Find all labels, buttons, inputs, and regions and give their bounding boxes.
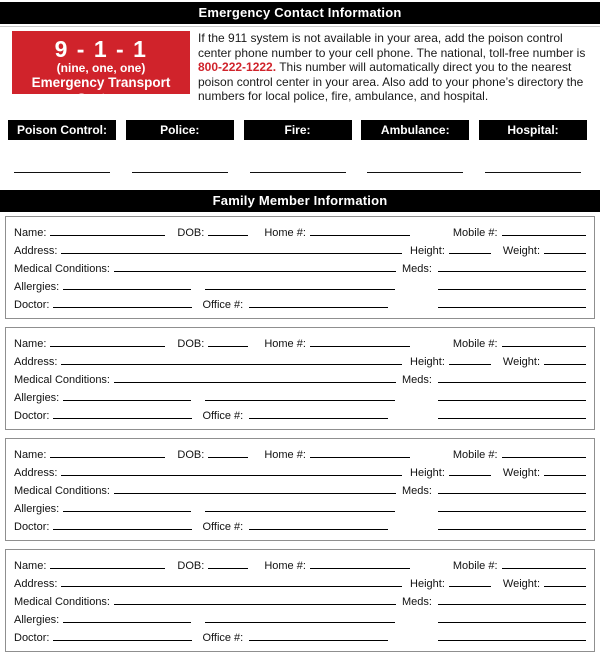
office-phone-input-line[interactable] (249, 295, 388, 308)
weight-input-line[interactable] (544, 352, 586, 365)
name-label: Name: (14, 337, 47, 350)
office-phone-label: Office #: (202, 520, 244, 533)
name-input-line[interactable] (50, 556, 165, 569)
name-label: Name: (14, 559, 47, 572)
doctor-input-line[interactable] (53, 628, 192, 641)
office-phone-input-line[interactable] (249, 406, 388, 419)
allergies-input-line[interactable] (63, 499, 191, 512)
meds-continuation-line[interactable] (438, 388, 586, 401)
address-input-line[interactable] (61, 241, 402, 254)
allergies-input-line[interactable] (63, 388, 191, 401)
home-phone-label: Home #: (264, 559, 306, 572)
poison-control-note (198, 31, 596, 104)
dob-label: DOB: (177, 337, 205, 350)
intro-section (12, 31, 596, 104)
emergency-contact-labels-row (8, 120, 587, 140)
poison-control-phone-number: 800-222-1222. (198, 60, 277, 75)
family-member-card (5, 549, 595, 652)
meds-continuation-line-2[interactable] (438, 628, 586, 641)
member-row-1 (14, 445, 586, 463)
weight-input-line[interactable] (544, 241, 586, 254)
member-row-5 (14, 295, 586, 313)
dob-label: DOB: (177, 448, 205, 461)
height-input-line[interactable] (449, 352, 491, 365)
medical-conditions-label: Medical Conditions: (14, 373, 110, 386)
911-pronunciation: (nine, one, one) (56, 61, 146, 75)
medical-conditions-input-line[interactable] (114, 592, 396, 605)
member-row-3 (14, 259, 586, 277)
medical-conditions-label: Medical Conditions: (14, 595, 110, 608)
allergies-input-line[interactable] (63, 610, 191, 623)
allergies-input-line[interactable] (63, 277, 191, 290)
name-label: Name: (14, 448, 47, 461)
member-row-5 (14, 406, 586, 424)
home-phone-label: Home #: (264, 226, 306, 239)
hospital-label: Hospital: (479, 120, 587, 140)
police-input-line[interactable] (132, 159, 228, 173)
doctor-label: Doctor: (14, 298, 50, 311)
home-phone-label: Home #: (264, 337, 306, 350)
member-row-2 (14, 463, 586, 481)
medical-conditions-input-line[interactable] (114, 481, 396, 494)
medical-conditions-label: Medical Conditions: (14, 262, 110, 275)
height-input-line[interactable] (449, 574, 491, 587)
height-input-line[interactable] (449, 241, 491, 254)
ambulance-cell (361, 159, 469, 173)
height-label: Height: (410, 244, 445, 257)
hospital-cell (479, 159, 587, 173)
911-caption: Emergency Transport System (31, 75, 171, 106)
dob-input-line[interactable] (208, 556, 248, 569)
height-input-line[interactable] (449, 463, 491, 476)
911-badge (12, 31, 190, 106)
member-row-4 (14, 499, 586, 517)
meds-label: Meds: (402, 262, 432, 275)
name-input-line[interactable] (50, 334, 165, 347)
family-members (5, 216, 595, 652)
meds-continuation-line[interactable] (438, 277, 586, 290)
allergies-continuation-line[interactable] (205, 277, 395, 290)
address-input-line[interactable] (61, 463, 402, 476)
fire-cell (244, 159, 352, 173)
name-input-line[interactable] (50, 223, 165, 236)
doctor-label: Doctor: (14, 631, 50, 644)
weight-label: Weight: (502, 244, 540, 257)
poison-control-cell (8, 159, 116, 173)
member-row-4 (14, 610, 586, 628)
ambulance-label: Ambulance: (361, 120, 469, 140)
meds-continuation-line[interactable] (438, 610, 586, 623)
doctor-input-line[interactable] (53, 517, 192, 530)
meds-input-line[interactable] (438, 592, 586, 605)
meds-continuation-line-2[interactable] (438, 406, 586, 419)
allergies-label: Allergies: (14, 613, 60, 626)
mobile-phone-label: Mobile #: (452, 337, 498, 350)
header-divider (0, 26, 600, 27)
address-input-line[interactable] (61, 352, 402, 365)
meds-continuation-line-2[interactable] (438, 295, 586, 308)
member-row-4 (14, 277, 586, 295)
doctor-input-line[interactable] (53, 406, 192, 419)
member-row-5 (14, 517, 586, 535)
weight-input-line[interactable] (544, 574, 586, 587)
dob-label: DOB: (177, 226, 205, 239)
home-phone-input-line[interactable] (310, 556, 410, 569)
fire-label: Fire: (244, 120, 352, 140)
doctor-input-line[interactable] (53, 295, 192, 308)
dob-input-line[interactable] (208, 223, 248, 236)
home-phone-label: Home #: (264, 448, 306, 461)
member-row-1 (14, 334, 586, 352)
member-row-3 (14, 481, 586, 499)
allergies-continuation-line[interactable] (205, 388, 395, 401)
police-label: Police: (126, 120, 234, 140)
note-text-after: This number will automatically direct you to the nearest poison control center in your area. Also add to your phone’s directory the numbers for local police, fire, ambulance, and hospital. (198, 60, 584, 104)
dob-input-line[interactable] (208, 334, 248, 347)
doctor-label: Doctor: (14, 520, 50, 533)
address-label: Address: (14, 577, 58, 590)
address-label: Address: (14, 355, 58, 368)
height-label: Height: (410, 577, 445, 590)
hospital-input-line[interactable] (485, 159, 581, 173)
note-text-before: If the 911 system is not available in your area, add the poison control center phone number to your cell phone. The national, toll-free number is (198, 31, 586, 60)
fire-input-line[interactable] (250, 159, 346, 173)
weight-label: Weight: (502, 466, 540, 479)
family-section-header: Family Member Information (0, 190, 600, 212)
emergency-contact-fill-row (8, 159, 587, 173)
mobile-phone-input-line[interactable] (502, 556, 586, 569)
member-row-5 (14, 628, 586, 646)
address-input-line[interactable] (61, 574, 402, 587)
member-row-2 (14, 352, 586, 370)
poison-control-label: Poison Control: (8, 120, 116, 140)
office-phone-label: Office #: (202, 409, 244, 422)
mobile-phone-input-line[interactable] (502, 223, 586, 236)
weight-label: Weight: (502, 355, 540, 368)
meds-label: Meds: (402, 484, 432, 497)
mobile-phone-label: Mobile #: (452, 559, 498, 572)
medical-conditions-input-line[interactable] (114, 259, 396, 272)
office-phone-label: Office #: (202, 298, 244, 311)
meds-input-line[interactable] (438, 481, 586, 494)
dob-input-line[interactable] (208, 445, 248, 458)
office-phone-input-line[interactable] (249, 628, 388, 641)
name-label: Name: (14, 226, 47, 239)
meds-label: Meds: (402, 373, 432, 386)
height-label: Height: (410, 466, 445, 479)
weight-label: Weight: (502, 577, 540, 590)
allergies-continuation-line[interactable] (205, 610, 395, 623)
address-label: Address: (14, 244, 58, 257)
office-phone-label: Office #: (202, 631, 244, 644)
member-row-2 (14, 574, 586, 592)
height-label: Height: (410, 355, 445, 368)
name-input-line[interactable] (50, 445, 165, 458)
member-row-3 (14, 370, 586, 388)
meds-continuation-line[interactable] (438, 499, 586, 512)
police-cell (126, 159, 234, 173)
ambulance-input-line[interactable] (367, 159, 463, 173)
family-member-card (5, 327, 595, 430)
home-phone-input-line[interactable] (310, 223, 410, 236)
allergies-label: Allergies: (14, 502, 60, 515)
office-phone-input-line[interactable] (249, 517, 388, 530)
medical-conditions-label: Medical Conditions: (14, 484, 110, 497)
mobile-phone-label: Mobile #: (452, 226, 498, 239)
member-row-1 (14, 223, 586, 241)
allergies-continuation-line[interactable] (205, 499, 395, 512)
mobile-phone-input-line[interactable] (502, 334, 586, 347)
meds-input-line[interactable] (438, 370, 586, 383)
poison-control-input-line[interactable] (14, 159, 110, 173)
member-row-2 (14, 241, 586, 259)
member-row-4 (14, 388, 586, 406)
medical-conditions-input-line[interactable] (114, 370, 396, 383)
home-phone-input-line[interactable] (310, 334, 410, 347)
911-number: 9 - 1 - 1 (54, 36, 148, 62)
address-label: Address: (14, 466, 58, 479)
doctor-label: Doctor: (14, 409, 50, 422)
emergency-section-header: Emergency Contact Information (0, 2, 600, 24)
home-phone-input-line[interactable] (310, 445, 410, 458)
allergies-label: Allergies: (14, 391, 60, 404)
meds-continuation-line-2[interactable] (438, 517, 586, 530)
dob-label: DOB: (177, 559, 205, 572)
meds-label: Meds: (402, 595, 432, 608)
mobile-phone-input-line[interactable] (502, 445, 586, 458)
weight-input-line[interactable] (544, 463, 586, 476)
family-member-card (5, 438, 595, 541)
mobile-phone-label: Mobile #: (452, 448, 498, 461)
family-member-card (5, 216, 595, 319)
allergies-label: Allergies: (14, 280, 60, 293)
member-row-3 (14, 592, 586, 610)
member-row-1 (14, 556, 586, 574)
meds-input-line[interactable] (438, 259, 586, 272)
